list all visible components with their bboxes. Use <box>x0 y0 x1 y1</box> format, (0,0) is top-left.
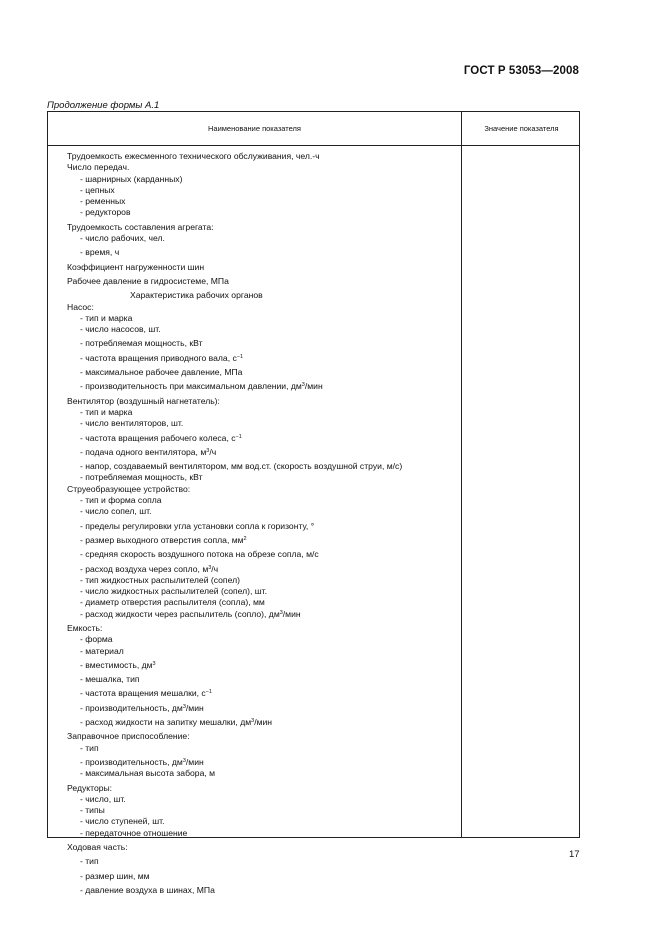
indicator-text: Вентилятор (воздушный нагнетатель): <box>67 395 220 406</box>
indicator-item <box>48 196 461 207</box>
indicator-item <box>48 313 461 324</box>
indicator-text: - число жидкостных распылителей (сопел), шт. <box>80 586 268 597</box>
indicator-text: Трудоемкость ежесменного технического обслуживания, чел.-ч <box>67 151 320 161</box>
indicator-text: - число рабочих, чел. <box>80 233 165 244</box>
indicator-group <box>48 276 461 287</box>
indicator-text: - частота вращения приводного вала, с <box>80 352 237 363</box>
unit-superscript: 3 <box>182 703 186 710</box>
unit-superscript: −1 <box>235 433 242 440</box>
indicator-text: - ременных <box>80 196 126 207</box>
indicator-item <box>48 535 461 546</box>
indicator-item <box>48 338 461 349</box>
indicator-item <box>48 447 461 458</box>
indicator-item <box>48 174 461 185</box>
standard-number: ГОСТ Р 53053—2008 <box>463 65 579 77</box>
indicator-group <box>48 396 461 407</box>
indicator-text: Трудоемкость составления агрегата: <box>67 221 214 232</box>
indicator-text: Емкость: <box>67 622 103 633</box>
indicator-text: - размер шин, мм <box>80 870 150 881</box>
indicator-item <box>48 768 461 779</box>
indicator-item <box>48 885 461 896</box>
indicator-item <box>48 324 461 335</box>
indicator-group <box>48 151 461 162</box>
unit-suffix: /мин <box>282 608 301 619</box>
unit-superscript: −1 <box>236 353 244 360</box>
indicator-text: - производительность при максимальном давлении, дм <box>80 381 302 392</box>
indicator-item <box>48 575 461 586</box>
indicator-item <box>48 418 461 429</box>
indicator-item <box>48 247 461 258</box>
indicator-text: Редукторы: <box>67 782 113 793</box>
indicator-text: - диаметр отверстия распылителя (сопла), мм <box>80 597 265 608</box>
indicator-item <box>48 634 461 645</box>
indicator-group <box>48 731 461 742</box>
indicator-text: - число, шт. <box>80 793 126 804</box>
indicator-item <box>48 597 461 608</box>
indicator-text: - напор, создаваемый вентилятором, мм вод.ст. (скорость воздушной струи, м/с) <box>80 461 403 472</box>
indicator-item <box>48 506 461 517</box>
unit-superscript: −1 <box>205 689 212 696</box>
indicator-group <box>48 623 461 634</box>
indicator-item <box>48 609 461 620</box>
indicator-text: - производительность, дм <box>80 756 183 767</box>
indicator-text: Заправочное приспособление: <box>67 731 190 742</box>
unit-superscript: 2 <box>243 535 247 542</box>
indicator-text: - максимальное рабочее давление, МПа <box>80 367 243 378</box>
indicator-item <box>48 703 461 714</box>
unit-superscript: 3 <box>206 447 210 454</box>
indicator-text: - тип и форма сопла <box>80 495 162 506</box>
unit-suffix: /мин <box>185 756 204 767</box>
indicator-item <box>48 353 461 364</box>
indicator-text: - средняя скорость воздушного потока на обрезе сопла, м/с <box>80 549 319 560</box>
unit-suffix: /мин <box>304 381 323 392</box>
indicator-text: - расход воздуха через сопло, м <box>80 563 209 574</box>
indicator-text: - вместимость, дм <box>80 659 153 670</box>
indicator-item <box>48 805 461 816</box>
indicator-text: - тип <box>80 742 99 753</box>
unit-superscript: 3 <box>251 718 255 725</box>
indicator-item <box>48 381 461 392</box>
indicator-text: - тип <box>80 856 99 867</box>
indicator-text: - производительность, дм <box>80 702 183 713</box>
indicator-item <box>48 207 461 218</box>
indicator-item <box>48 816 461 827</box>
column-divider <box>461 112 462 837</box>
indicator-text: Характеристика рабочих органов <box>130 290 263 301</box>
indicator-rows <box>48 151 461 896</box>
indicator-text: - цепных <box>80 184 115 195</box>
indicator-text: - передаточное отношение <box>80 827 188 838</box>
indicator-text: - типы <box>80 805 105 816</box>
unit-superscript: 3 <box>301 382 305 389</box>
column-header-name: Наименование показателя <box>208 124 301 133</box>
table-header <box>48 112 579 146</box>
indicator-item <box>48 185 461 196</box>
indicator-item <box>48 233 461 244</box>
indicator-item <box>48 828 461 839</box>
indicator-text: Насос: <box>67 301 94 312</box>
unit-suffix: /мин <box>254 717 273 728</box>
indicator-text: - мешалка, тип <box>80 674 140 685</box>
indicator-item <box>48 564 461 575</box>
indicator-text: - число ступеней, шт. <box>80 816 165 827</box>
indicator-text: - размер выходного отверстия сопла, мм <box>80 534 244 545</box>
unit-suffix: /ч <box>209 446 217 457</box>
indicator-text: - шарнирных (карданных) <box>80 173 183 184</box>
unit-superscript: 3 <box>152 660 156 667</box>
indicator-text: - потребляемая мощность, кВт <box>80 472 203 483</box>
indicator-item <box>48 871 461 882</box>
indicator-item <box>48 688 461 699</box>
indicator-text: Струеобразующее устройство: <box>67 483 191 494</box>
unit-suffix: /ч <box>211 563 219 574</box>
indicator-text: - подача одного вентилятора, м <box>80 446 207 457</box>
column-header-value: Значение показателя <box>484 124 559 133</box>
indicator-item <box>48 407 461 418</box>
indicator-text: Ходовая часть: <box>67 842 128 853</box>
indicator-item <box>48 433 461 444</box>
indicator-group <box>48 262 461 273</box>
indicator-text: Число передач. <box>67 162 130 173</box>
indicator-item <box>48 367 461 378</box>
indicator-item <box>48 794 461 805</box>
indicator-item <box>48 757 461 768</box>
indicator-group <box>48 222 461 233</box>
indicator-text: - расход жидкости на запитку мешалки, дм <box>80 717 252 728</box>
indicator-text: - время, ч <box>80 247 120 258</box>
indicator-item <box>48 660 461 671</box>
indicator-item <box>48 549 461 560</box>
indicator-text: - число насосов, шт. <box>80 324 161 335</box>
indicator-item <box>48 472 461 483</box>
indicator-group <box>48 484 461 495</box>
indicator-text: Коэффициент нагруженности шин <box>67 261 205 272</box>
section-heading <box>48 290 461 301</box>
form-caption: Продолжение формы А.1 <box>47 100 160 111</box>
indicator-group <box>48 783 461 794</box>
indicator-item <box>48 674 461 685</box>
indicator-text: - тип жидкостных распылителей (сопел) <box>80 574 240 585</box>
indicator-text: - частота вращения мешалки, с <box>80 688 206 699</box>
indicator-text: - расход жидкости через распылитель (сопло), дм <box>80 608 280 619</box>
indicator-item <box>48 521 461 532</box>
indicator-text: - давление воздуха в шинах, МПа <box>80 884 215 895</box>
indicator-text: - тип и марка <box>80 312 133 323</box>
indicator-group <box>48 842 461 853</box>
indicator-text: Рабочее давление в гидросистеме, МПа <box>67 275 229 286</box>
indicator-item <box>48 717 461 728</box>
indicator-text: - пределы регулировки угла установки сопла к горизонту, ° <box>80 520 315 531</box>
indicator-text: - число сопел, шт. <box>80 506 152 517</box>
indicator-item <box>48 495 461 506</box>
page-number: 17 <box>569 849 580 860</box>
indicator-group <box>48 162 461 173</box>
indicator-text: - материал <box>80 645 124 656</box>
indicator-text: - потребляемая мощность, кВт <box>80 338 203 349</box>
unit-suffix: /мин <box>185 702 204 713</box>
indicator-text: - тип и марка <box>80 406 133 417</box>
unit-superscript: 3 <box>279 609 283 616</box>
indicator-text: - частота вращения рабочего колеса, с <box>80 432 236 443</box>
indicator-item <box>48 586 461 597</box>
indicator-group <box>48 302 461 313</box>
unit-superscript: 3 <box>208 564 212 571</box>
indicator-item <box>48 646 461 657</box>
indicator-text: - редукторов <box>80 207 131 218</box>
indicator-item <box>48 461 461 472</box>
indicator-text: - форма <box>80 634 113 645</box>
indicator-item <box>48 743 461 754</box>
unit-superscript: 3 <box>182 757 186 764</box>
indicator-text: - максимальная высота забора, м <box>80 768 216 779</box>
indicator-item <box>48 856 461 867</box>
indicator-text: - число вентиляторов, шт. <box>80 418 184 429</box>
